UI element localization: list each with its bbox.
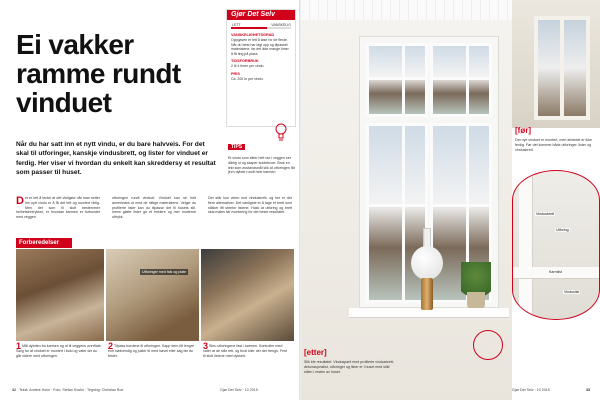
before-tag: [ før ] xyxy=(515,126,531,135)
detail-photo xyxy=(512,170,600,320)
tips-heading: TIPS xyxy=(228,144,245,150)
window-pane xyxy=(430,43,492,117)
drop-cap: D xyxy=(16,195,24,207)
step-caption-1-text: Mål dybden fra karmen og ut til veggens overflate. Sørg for at vinduet er montert i lodd og vater før du går videre med utforingen. xyxy=(16,344,102,358)
step-caption-2 xyxy=(108,341,194,358)
right-page-number: 33 xyxy=(586,388,590,392)
detail-label: Utforing xyxy=(556,228,569,232)
mullion xyxy=(466,46,469,114)
detail-highlight-circle xyxy=(473,330,503,360)
step-caption-1 xyxy=(16,341,102,358)
tips-text: Et vindu som sitter helt ute i veggen ser dårlig ut og skaper kuldebroer. Bruk en lekt som avstandsmål slik at utforingen får jevn dybde rundt hele karmen. xyxy=(228,156,295,175)
difficulty-badge xyxy=(226,9,296,127)
tips-box xyxy=(228,135,296,175)
mullion xyxy=(369,204,425,207)
before-caption: Det nye vinduet er montert, men arbeidet er ikke ferdig. Før det kommer både utforinger, lister og vindusbrett. xyxy=(515,138,592,152)
oil-lamp-base xyxy=(421,278,433,310)
mullion xyxy=(433,204,489,207)
preparations-heading: Forberedelser xyxy=(16,238,72,248)
badge-price-heading: PRIS xyxy=(231,71,240,76)
step-photo-2 xyxy=(106,249,199,341)
difficulty-scale xyxy=(231,23,291,30)
body-column-3: Det står kun veien mot vindusbrett, og her er det flere alternativer. Det vanligste er å lage et brett som stikker litt utenfor listene. Husk at utforing og brett skal males før montering for det beste resultatet. xyxy=(208,196,292,215)
after-photo xyxy=(301,0,512,400)
body-column-2: utforingen rundt vinduet. Vinduet kan se helt annerledes ut med de riktige materialene. Velger du profilerte lister kan du tilpasse det til husets stil, mens glatte lister gir et enklere og mer moderne uttrykk. xyxy=(112,196,196,220)
body-column-1-text: et er lett å tenke at det viktigste når man setter inn nytt vindu er å få det tett og montert riktig. Men det som til slutt bestemmer helhetsinntrykket, er hvordan karmen er forbundet med veggen. xyxy=(16,196,100,220)
step-photo-3 xyxy=(201,249,294,341)
body-columns xyxy=(16,196,296,236)
badge-difficulty-text: Oppgaven er lett å løse for de fleste. Når du først har lagt opp og tilpasset materialene, tar det ikke mange timer å få ting på plass. xyxy=(231,38,289,56)
scale-bar xyxy=(231,27,291,29)
step-number-1: 1 xyxy=(16,341,22,351)
headline-line-2: ramme rundt xyxy=(16,58,181,89)
mullion xyxy=(402,126,405,300)
mullion xyxy=(369,77,425,80)
lightbulb-icon xyxy=(274,123,288,141)
credits-line: Tekst: Anders Holm · Foto: Stefan Svahn · Tegning: Christian Roe xyxy=(19,388,124,392)
photo-ceiling xyxy=(301,0,512,20)
left-page-footer-issue: Gjør Det Selv · 10 2015 xyxy=(220,388,258,392)
badge-title: Gjør Det Selv xyxy=(227,10,295,20)
left-page-number: 32 xyxy=(12,388,16,392)
step-caption-2-text: Tilpass bordene til utforingen. Kapp dem litt lengre enn nødvendig og juster til med høvel eller sag før du fester. xyxy=(108,344,194,358)
after-tag: [ etter ] xyxy=(304,348,327,357)
unfinished-window xyxy=(534,16,590,120)
badge-time-text: 2 til 4 timer per vindu. xyxy=(231,64,265,69)
photo-callout: Utforinger med fals og plate xyxy=(142,270,187,274)
plant-pot xyxy=(467,292,485,308)
headline xyxy=(16,30,256,117)
lamp-globe xyxy=(411,246,443,280)
after-caption: Slik ble resultatet. Vindusparti med profilerte vindusbrett, dekorasjonslist, utforinger og lister er i huset med slikt stilen i resten av huset. xyxy=(304,360,394,374)
step-photo-1 xyxy=(16,249,104,341)
badge-time-heading: TIDSFORBRUK xyxy=(231,59,259,64)
step-caption-3-text: Skru utforingene fast i karmen. Kontroller med vater at de står rett, og bruk kiler der det trengs. Fest til slutt listene med dykkert. xyxy=(203,344,287,358)
lead-paragraph: Når du har satt inn et nytt vindu, er du bare halvveis. For det skal til utforinger, kanskje vindusbrett, og lister for vinduet er ferdig. Her viser vi hvordan du enkelt kan skreddersy et resultat som passer til huset. xyxy=(16,141,216,177)
window-pane xyxy=(366,43,428,117)
preparation-photos xyxy=(16,249,294,341)
before-photo xyxy=(512,0,600,128)
body-column-1 xyxy=(16,196,100,220)
scale-easy-label: LETT xyxy=(232,23,241,27)
step-caption-3 xyxy=(203,341,289,358)
step-number-3: 3 xyxy=(203,341,209,351)
headline-line-3: vinduet xyxy=(16,87,112,118)
badge-difficulty-heading: VANSKELIGHETSGRAD xyxy=(231,33,275,37)
step-number-2: 2 xyxy=(108,341,114,351)
mullion xyxy=(433,77,489,80)
mullion xyxy=(402,46,405,114)
detail-label: Vinduslist xyxy=(564,290,580,294)
left-page-footer xyxy=(12,388,123,392)
right-page-footer: Gjør Det Selv · 10 2015 xyxy=(512,388,550,392)
detail-label: Vindusbrett xyxy=(536,212,555,216)
scale-hard-label: VANSKELIG xyxy=(271,23,291,27)
detail-label: Karmlist xyxy=(549,270,562,274)
headline-line-1: Ei vakker xyxy=(16,29,134,60)
detail-frame-vertical xyxy=(519,171,533,319)
lamp-chimney xyxy=(423,228,431,248)
step-captions xyxy=(16,341,294,384)
badge-price-text: Ca. 200 kr per vindu. xyxy=(231,76,264,81)
